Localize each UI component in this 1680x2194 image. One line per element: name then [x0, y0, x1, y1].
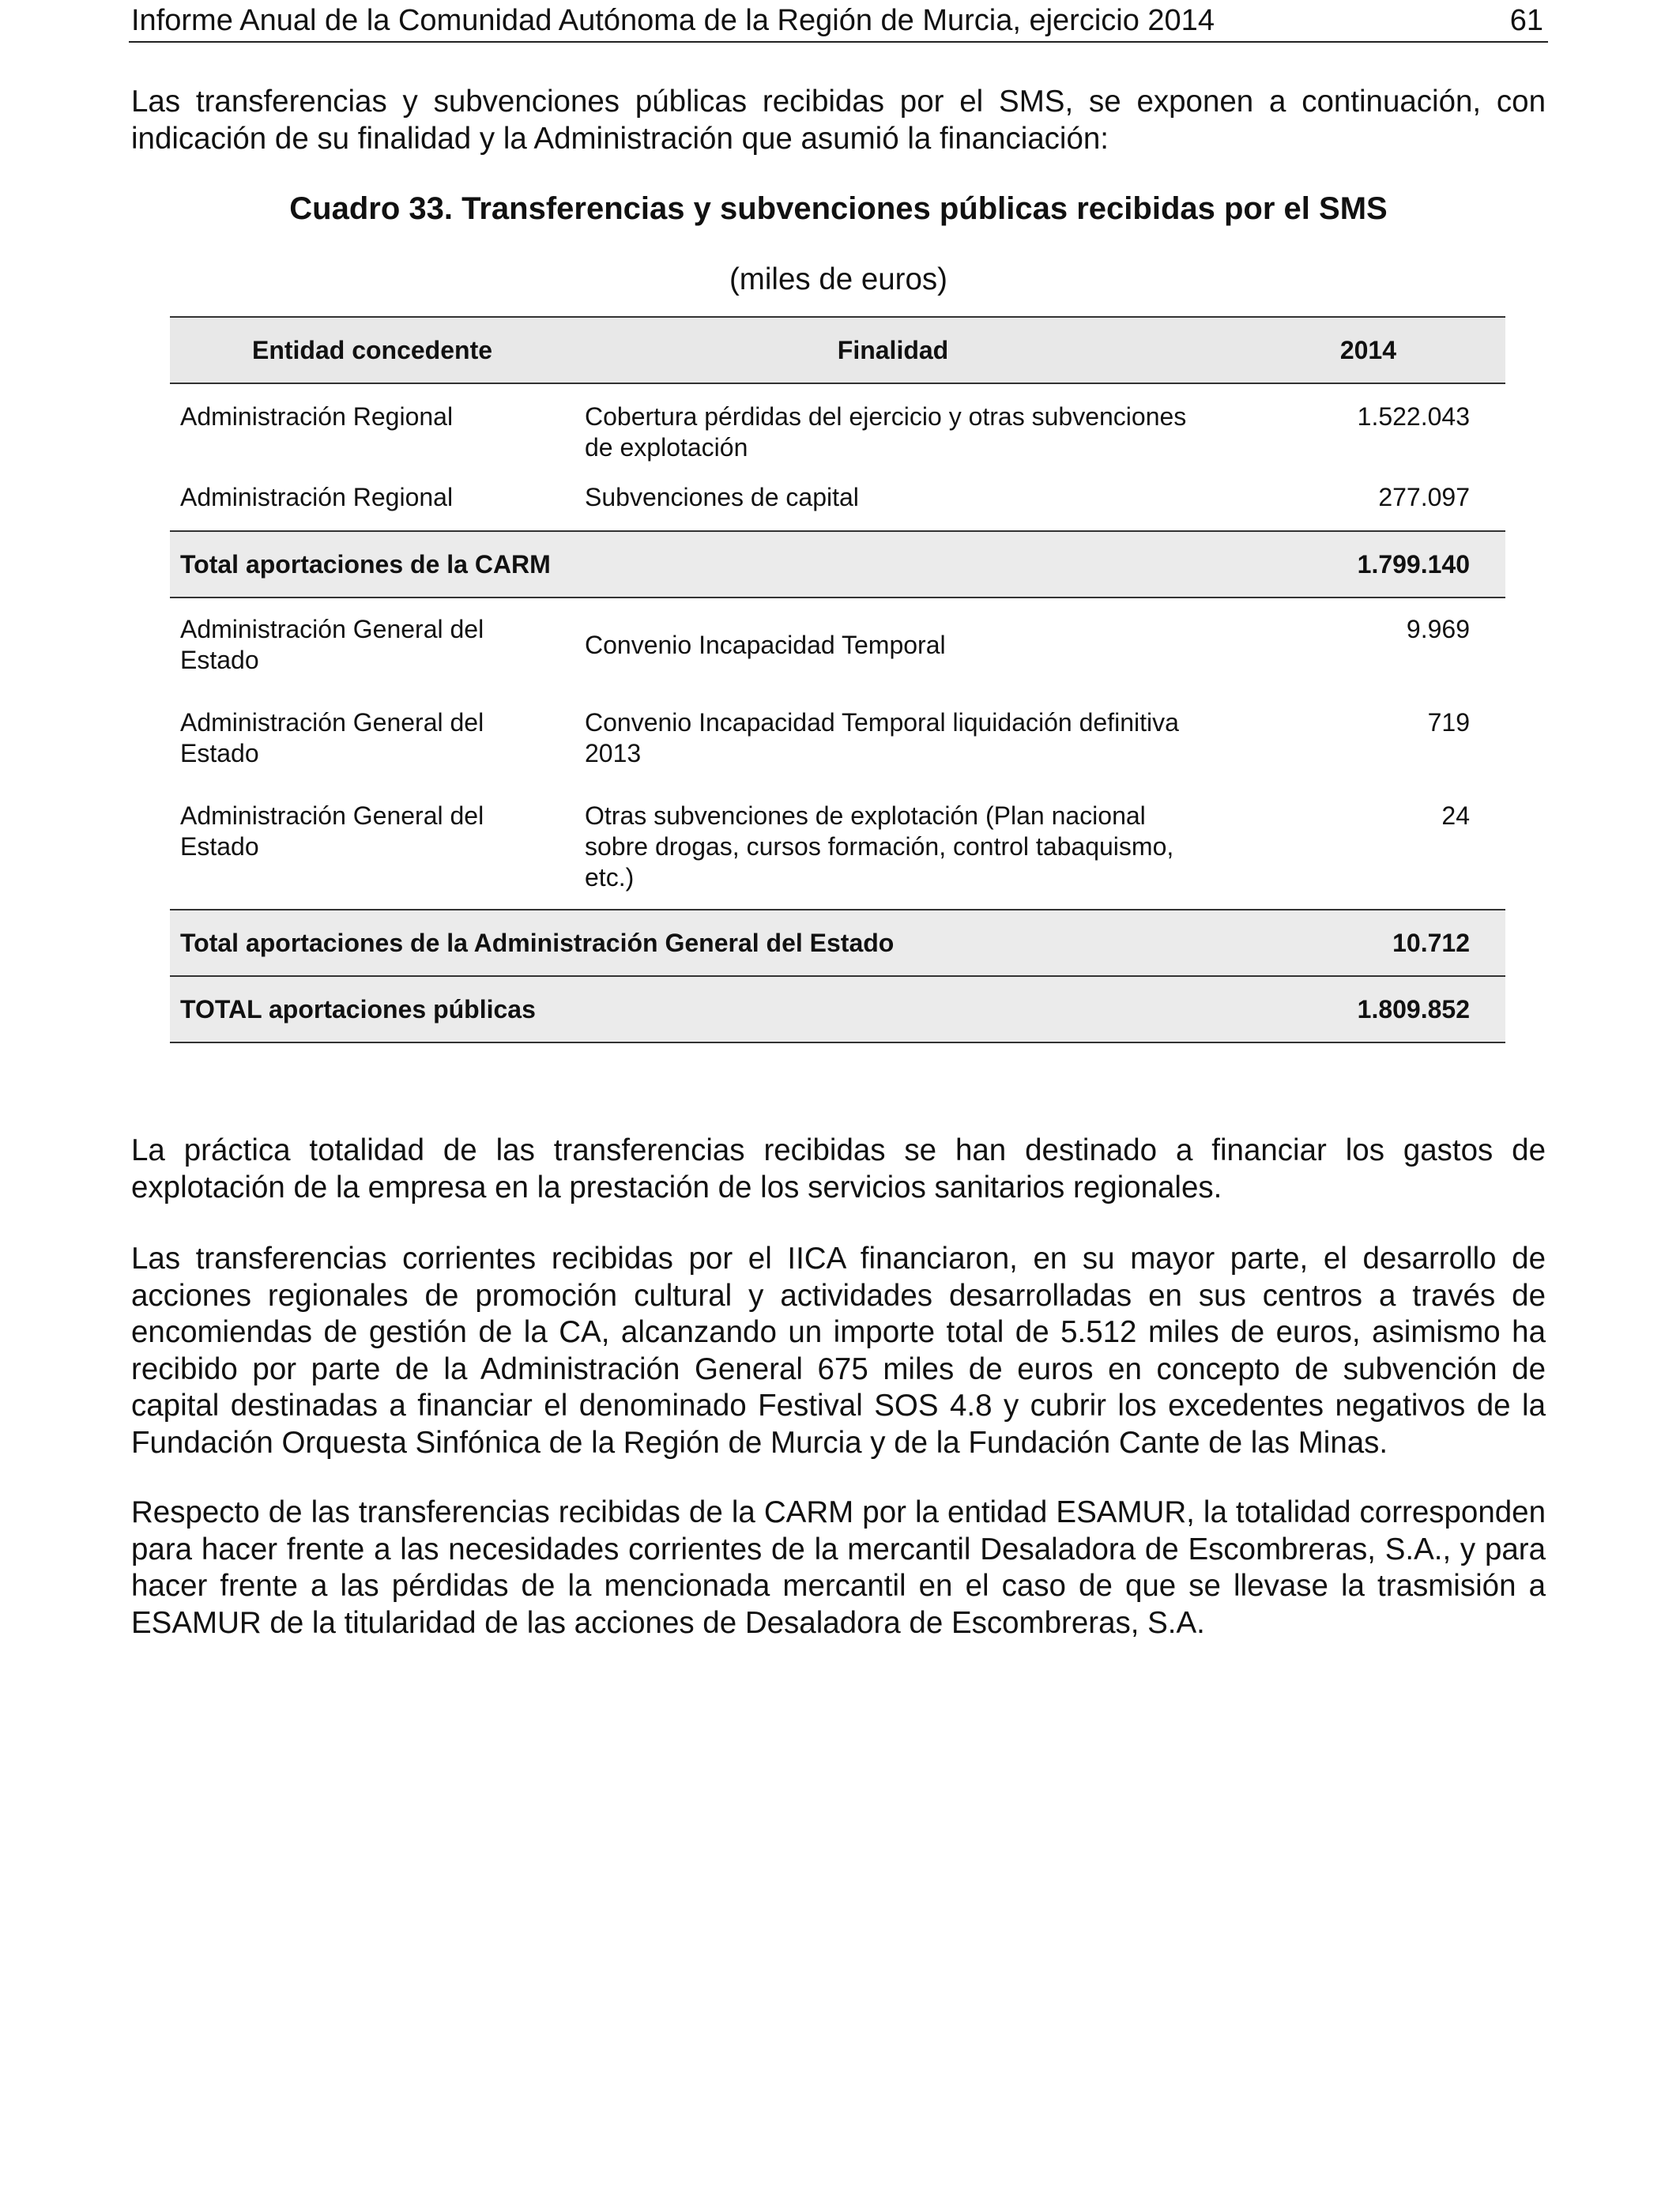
page-header — [129, 0, 1548, 43]
subtotal-row-carm — [170, 531, 1505, 598]
cell-finalidad: Convenio Incapacidad Temporal liquidación definitiva 2013 — [585, 708, 1179, 767]
total-label: TOTAL aportaciones públicas — [170, 976, 1211, 1042]
cell-entidad: Administración Regional — [180, 402, 454, 431]
cell-finalidad: Convenio Incapacidad Temporal — [585, 630, 946, 659]
grand-total-row — [170, 976, 1505, 1042]
table-row — [170, 785, 1505, 910]
cell-entidad: Administración General del Estado — [180, 708, 484, 767]
column-header-entidad: Entidad concedente — [170, 317, 574, 383]
column-header-finalidad: Finalidad — [574, 317, 1211, 383]
body-paragraph-1: La práctica totalidad de las transferencias recibidas se han destinado a financiar los gastos de explotación de la empresa en la prestación de los servicios sanitarios regionales. — [131, 1133, 1546, 1204]
cell-entidad: Administración General del Estado — [180, 615, 484, 674]
cell-entidad: Administración Regional — [180, 483, 454, 511]
page-number: 61 — [1509, 4, 1543, 37]
total-label: Total aportaciones de la Administración General del Estado — [170, 910, 1211, 976]
cell-value: 9.969 — [1406, 615, 1470, 643]
document-title: Informe Anual de la Comunidad Autónoma de la Región de Murcia, ejercicio 2014 — [131, 4, 1215, 37]
total-value: 1.799.140 — [1211, 531, 1505, 598]
table-caption: Cuadro 33. Transferencias y subvenciones públicas recibidas por el SMS — [289, 191, 1388, 226]
table-header-row — [170, 317, 1505, 383]
cell-value: 719 — [1427, 708, 1470, 737]
cell-value: 277.097 — [1378, 483, 1470, 511]
cell-finalidad: Otras subvenciones de explotación (Plan nacional sobre drogas, cursos formación, control tabaquismo, etc.) — [585, 801, 1174, 892]
table-row — [170, 598, 1505, 692]
transfers-table — [170, 316, 1505, 1043]
cell-finalidad: Subvenciones de capital — [585, 483, 859, 511]
table-row — [170, 383, 1505, 477]
body-paragraph-3: Respecto de las transferencias recibidas de la CARM por la entidad ESAMUR, la totalidad corresponden para hacer frente a las necesidades corrientes de la mercantil Desaladora de Escombreras, S.A., y para hacer frente a las pérdidas de la mencionada mercantil en el caso de que se llevase la trasmisión a ESAMUR de la titularidad de las acciones de Desaladora de Escombreras, S.A. — [131, 1495, 1546, 1640]
cell-entidad: Administración General del Estado — [180, 801, 484, 861]
total-value: 1.809.852 — [1211, 976, 1505, 1042]
cell-finalidad: Cobertura pérdidas del ejercicio y otras subvenciones de explotación — [585, 402, 1187, 462]
cell-value: 24 — [1441, 801, 1470, 830]
subtotal-row-age — [170, 910, 1505, 976]
table-row — [170, 692, 1505, 785]
table-units: (miles de euros) — [729, 262, 947, 296]
cell-value: 1.522.043 — [1357, 402, 1470, 431]
table-row — [170, 477, 1505, 531]
total-label: Total aportaciones de la CARM — [170, 531, 1211, 598]
column-header-year: 2014 — [1211, 317, 1505, 383]
body-paragraph-2: Las transferencias corrientes recibidas por el IICA financiaron, en su mayor parte, el desarrollo de acciones regionales de promoción cultural y actividades desarrolladas en sus centros a través de encomiendas de gestión de la CA, alcanzando un importe total de 5.512 miles de euros, asimismo ha recibido por parte de la Administración General 675 miles de euros en concepto de subvención de capital destinadas a financiar el denominado Festival SOS 4.8 y cubrir los excedentes negativos de la Fundación Orquesta Sinfónica de la Región de Murcia y de la Fundación Cante de las Minas. — [131, 1242, 1546, 1460]
total-value: 10.712 — [1211, 910, 1505, 976]
intro-paragraph: Las transferencias y subvenciones públicas recibidas por el SMS, se exponen a continuación, con indicación de su finalidad y la Administración que asumió la financiación: — [131, 85, 1546, 156]
